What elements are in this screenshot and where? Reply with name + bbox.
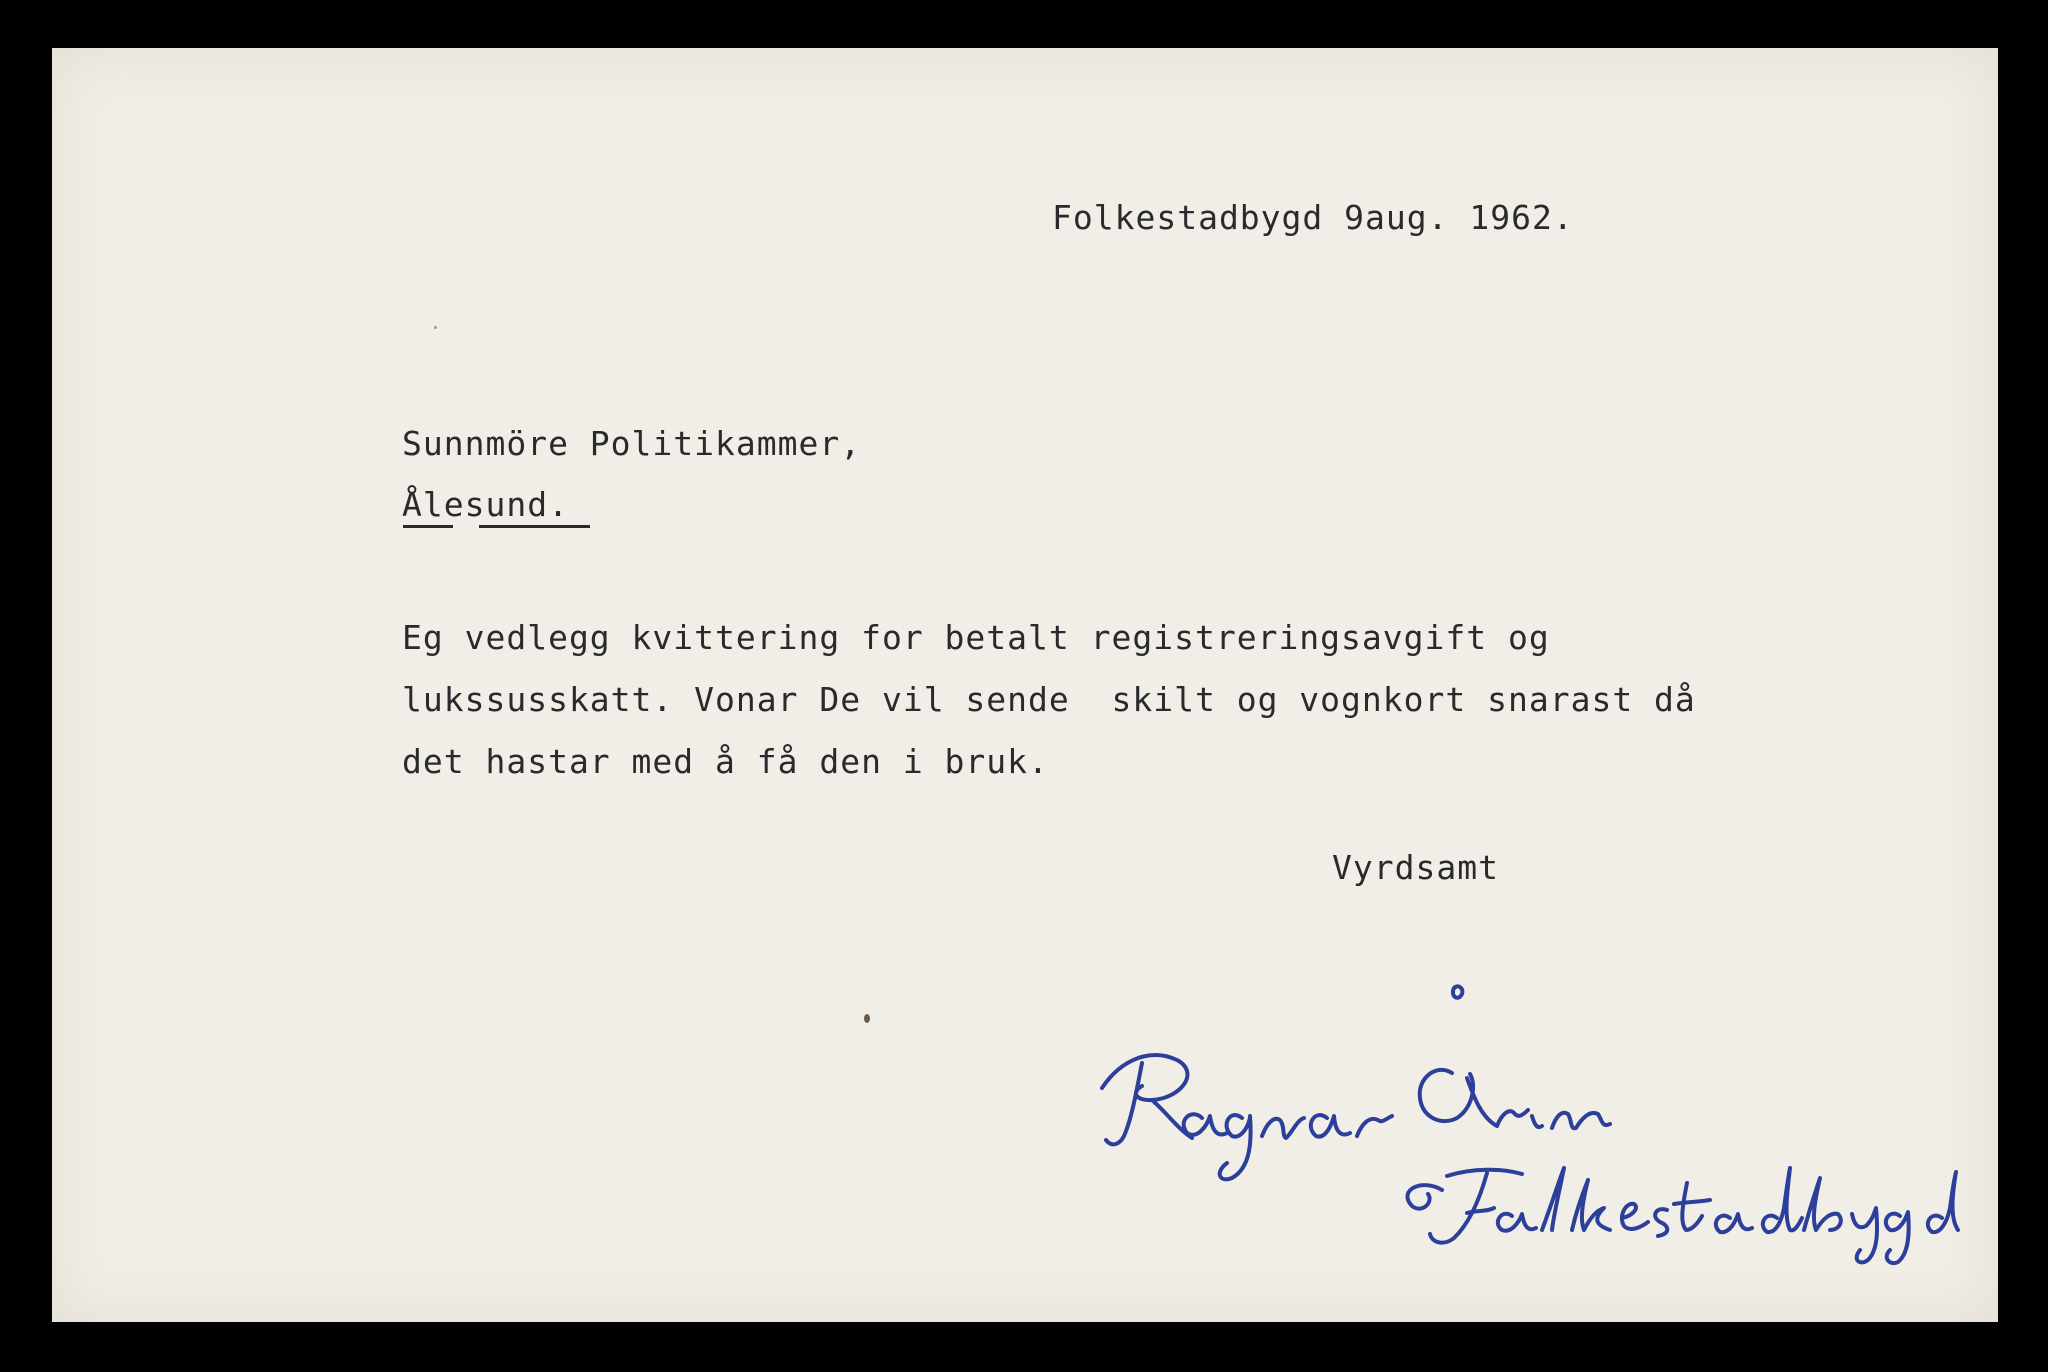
closing: Vyrdsamt [1332,848,1499,887]
recipient-city-underline [403,525,453,528]
place-date: Folkestadbygd 9aug. 1962. [1052,198,1574,237]
recipient-name: Sunnmöre Politikammer, [402,424,862,463]
handwritten-signature [1082,968,1962,1268]
recipient-city: Ålesund. [402,485,569,524]
body-line: det hastar med å få den i bruk. [402,742,1049,781]
recipient-city-underline [479,525,590,528]
ink-speck [864,1014,870,1023]
letter-paper [52,48,1998,1322]
body-line: Eg vedlegg kvittering for betalt registreringsavgift og [402,618,1550,657]
body-line: lukssusskatt. Vonar De vil sende skilt og vognkort snarast då [402,680,1696,719]
paper-speck [434,326,437,329]
